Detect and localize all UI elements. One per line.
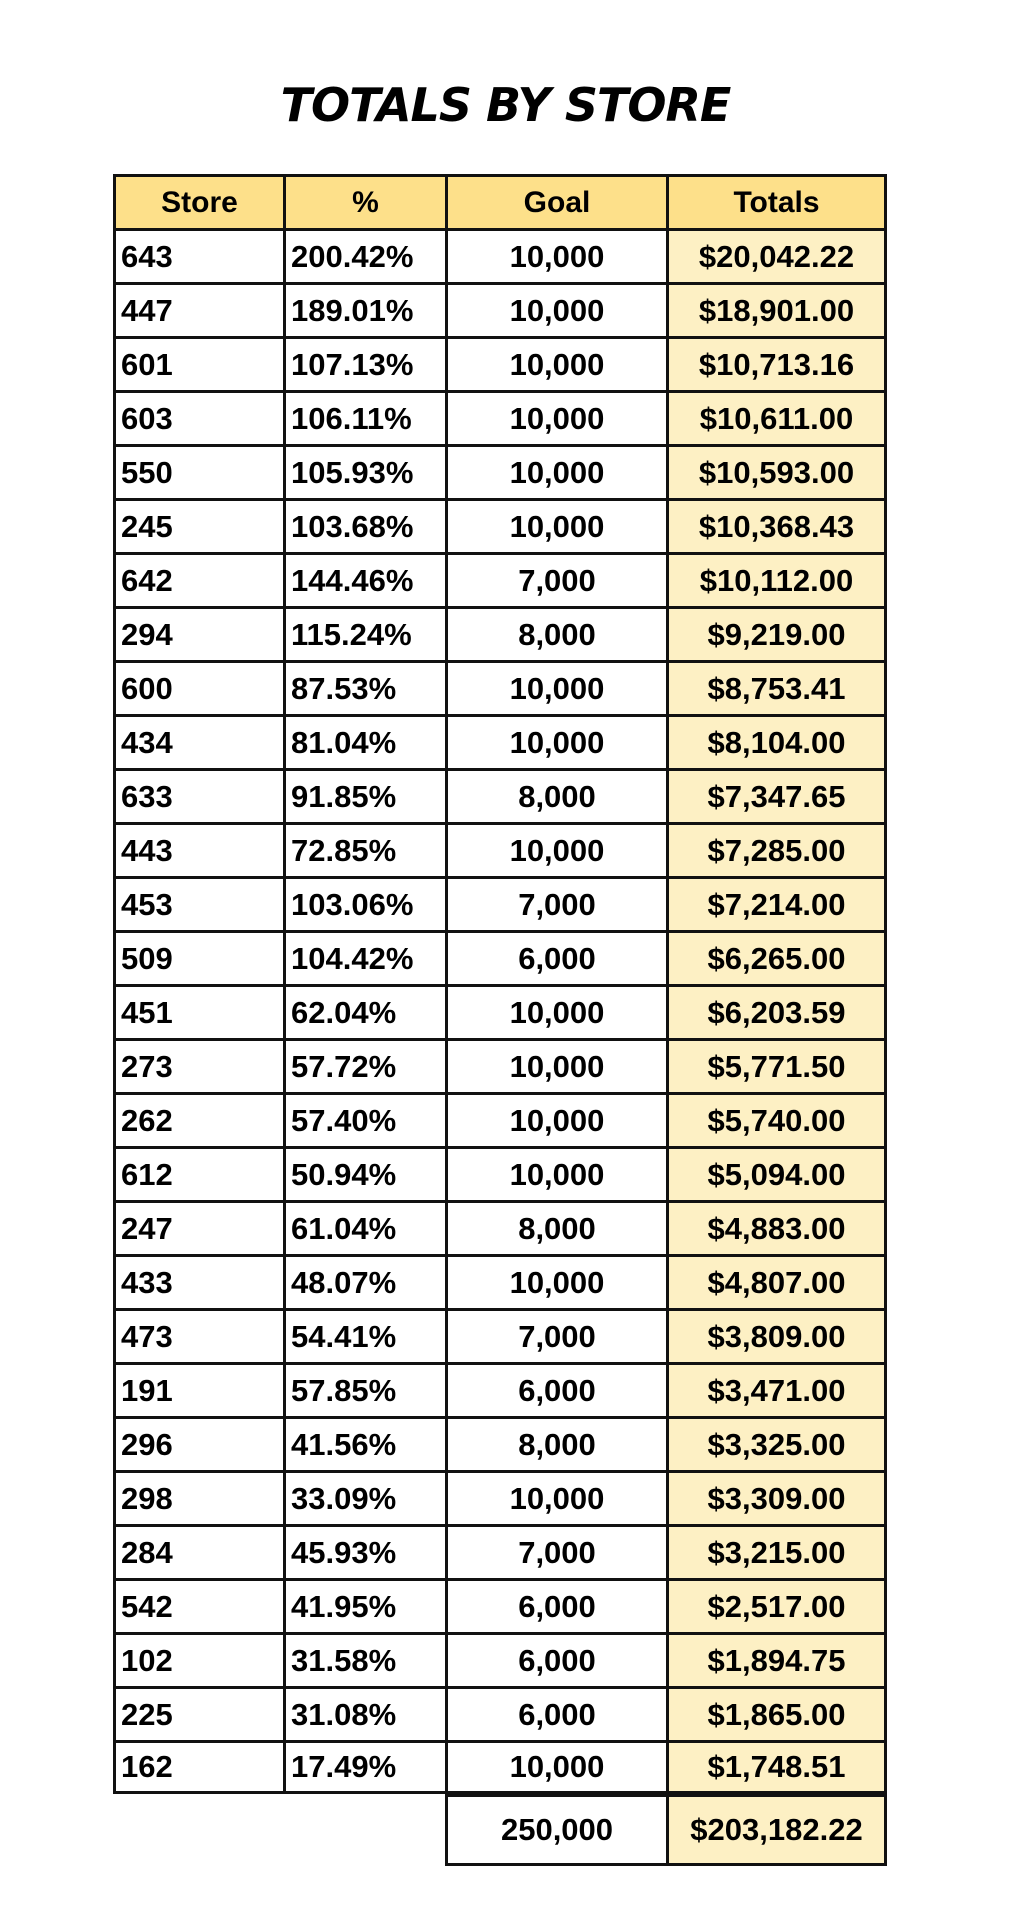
total-cell: $8,104.00 — [666, 714, 887, 768]
store-cell: 225 — [113, 1686, 283, 1740]
store-cell: 642 — [113, 552, 283, 606]
goal-cell: 6,000 — [445, 1632, 666, 1686]
percent-cell: 107.13% — [283, 336, 445, 390]
percent-cell: 87.53% — [283, 660, 445, 714]
goal-cell: 8,000 — [445, 606, 666, 660]
percent-cell: 57.85% — [283, 1362, 445, 1416]
store-cell: 245 — [113, 498, 283, 552]
store-cell: 296 — [113, 1416, 283, 1470]
goal-total-cell: 250,000 — [445, 1794, 666, 1866]
column-header-store: Store — [113, 174, 283, 228]
goal-cell: 10,000 — [445, 714, 666, 768]
page-title: TOTALS BY STORE — [280, 78, 731, 132]
total-cell: $9,219.00 — [666, 606, 887, 660]
percent-cell: 62.04% — [283, 984, 445, 1038]
store-cell: 550 — [113, 444, 283, 498]
goal-cell: 10,000 — [445, 390, 666, 444]
total-cell: $18,901.00 — [666, 282, 887, 336]
total-cell: $2,517.00 — [666, 1578, 887, 1632]
column-header-percent: % — [283, 174, 445, 228]
total-cell: $1,894.75 — [666, 1632, 887, 1686]
total-cell: $10,713.16 — [666, 336, 887, 390]
store-cell: 434 — [113, 714, 283, 768]
goal-cell: 10,000 — [445, 1470, 666, 1524]
store-cell: 603 — [113, 390, 283, 444]
goal-cell: 10,000 — [445, 822, 666, 876]
total-cell: $7,285.00 — [666, 822, 887, 876]
store-cell: 612 — [113, 1146, 283, 1200]
total-cell: $3,309.00 — [666, 1470, 887, 1524]
goal-cell: 7,000 — [445, 876, 666, 930]
store-cell: 102 — [113, 1632, 283, 1686]
percent-cell: 48.07% — [283, 1254, 445, 1308]
percent-cell: 61.04% — [283, 1200, 445, 1254]
goal-cell: 6,000 — [445, 1578, 666, 1632]
store-cell: 191 — [113, 1362, 283, 1416]
total-cell: $4,883.00 — [666, 1200, 887, 1254]
total-cell: $5,740.00 — [666, 1092, 887, 1146]
store-cell: 162 — [113, 1740, 283, 1794]
percent-cell: 104.42% — [283, 930, 445, 984]
goal-cell: 10,000 — [445, 1092, 666, 1146]
total-cell: $8,753.41 — [666, 660, 887, 714]
store-cell: 633 — [113, 768, 283, 822]
store-cell: 542 — [113, 1578, 283, 1632]
total-cell: $5,771.50 — [666, 1038, 887, 1092]
percent-cell: 72.85% — [283, 822, 445, 876]
percent-cell: 41.95% — [283, 1578, 445, 1632]
summary-spacer — [113, 1794, 283, 1866]
percent-cell: 144.46% — [283, 552, 445, 606]
goal-cell: 7,000 — [445, 1308, 666, 1362]
goal-cell: 8,000 — [445, 768, 666, 822]
percent-cell: 200.42% — [283, 228, 445, 282]
goal-cell: 10,000 — [445, 660, 666, 714]
percent-cell: 54.41% — [283, 1308, 445, 1362]
store-cell: 298 — [113, 1470, 283, 1524]
total-cell: $3,809.00 — [666, 1308, 887, 1362]
percent-cell: 115.24% — [283, 606, 445, 660]
total-cell: $10,368.43 — [666, 498, 887, 552]
percent-cell: 41.56% — [283, 1416, 445, 1470]
total-cell: $3,215.00 — [666, 1524, 887, 1578]
store-cell: 601 — [113, 336, 283, 390]
percent-cell: 31.08% — [283, 1686, 445, 1740]
total-cell: $6,265.00 — [666, 930, 887, 984]
totals-table — [113, 174, 887, 1866]
summary-spacer — [283, 1794, 445, 1866]
total-cell: $1,865.00 — [666, 1686, 887, 1740]
total-cell: $4,807.00 — [666, 1254, 887, 1308]
goal-cell: 6,000 — [445, 930, 666, 984]
goal-cell: 6,000 — [445, 1686, 666, 1740]
percent-cell: 57.40% — [283, 1092, 445, 1146]
percent-cell: 106.11% — [283, 390, 445, 444]
store-cell: 509 — [113, 930, 283, 984]
store-cell: 600 — [113, 660, 283, 714]
store-cell: 247 — [113, 1200, 283, 1254]
total-cell: $7,214.00 — [666, 876, 887, 930]
goal-cell: 10,000 — [445, 336, 666, 390]
total-cell: $20,042.22 — [666, 228, 887, 282]
goal-cell: 10,000 — [445, 1038, 666, 1092]
total-cell: $1,748.51 — [666, 1740, 887, 1794]
goal-cell: 10,000 — [445, 1740, 666, 1794]
total-cell: $10,112.00 — [666, 552, 887, 606]
percent-cell: 31.58% — [283, 1632, 445, 1686]
grand-total-cell: $203,182.22 — [666, 1794, 887, 1866]
store-cell: 294 — [113, 606, 283, 660]
percent-cell: 50.94% — [283, 1146, 445, 1200]
goal-cell: 10,000 — [445, 1146, 666, 1200]
store-cell: 262 — [113, 1092, 283, 1146]
percent-cell: 103.06% — [283, 876, 445, 930]
goal-cell: 8,000 — [445, 1416, 666, 1470]
goal-cell: 7,000 — [445, 1524, 666, 1578]
goal-cell: 10,000 — [445, 984, 666, 1038]
total-cell: $10,593.00 — [666, 444, 887, 498]
goal-cell: 10,000 — [445, 228, 666, 282]
goal-cell: 10,000 — [445, 1254, 666, 1308]
total-cell: $3,471.00 — [666, 1362, 887, 1416]
store-cell: 284 — [113, 1524, 283, 1578]
store-cell: 273 — [113, 1038, 283, 1092]
column-header-goal: Goal — [445, 174, 666, 228]
percent-cell: 81.04% — [283, 714, 445, 768]
store-cell: 451 — [113, 984, 283, 1038]
percent-cell: 103.68% — [283, 498, 445, 552]
total-cell: $6,203.59 — [666, 984, 887, 1038]
percent-cell: 17.49% — [283, 1740, 445, 1794]
store-cell: 443 — [113, 822, 283, 876]
percent-cell: 33.09% — [283, 1470, 445, 1524]
percent-cell: 91.85% — [283, 768, 445, 822]
store-cell: 447 — [113, 282, 283, 336]
goal-cell: 8,000 — [445, 1200, 666, 1254]
store-cell: 473 — [113, 1308, 283, 1362]
goal-cell: 10,000 — [445, 282, 666, 336]
total-cell: $5,094.00 — [666, 1146, 887, 1200]
percent-cell: 105.93% — [283, 444, 445, 498]
total-cell: $3,325.00 — [666, 1416, 887, 1470]
goal-cell: 7,000 — [445, 552, 666, 606]
percent-cell: 57.72% — [283, 1038, 445, 1092]
total-cell: $7,347.65 — [666, 768, 887, 822]
percent-cell: 45.93% — [283, 1524, 445, 1578]
goal-cell: 6,000 — [445, 1362, 666, 1416]
store-cell: 643 — [113, 228, 283, 282]
column-header-totals: Totals — [666, 174, 887, 228]
percent-cell: 189.01% — [283, 282, 445, 336]
goal-cell: 10,000 — [445, 444, 666, 498]
total-cell: $10,611.00 — [666, 390, 887, 444]
store-cell: 453 — [113, 876, 283, 930]
store-cell: 433 — [113, 1254, 283, 1308]
goal-cell: 10,000 — [445, 498, 666, 552]
